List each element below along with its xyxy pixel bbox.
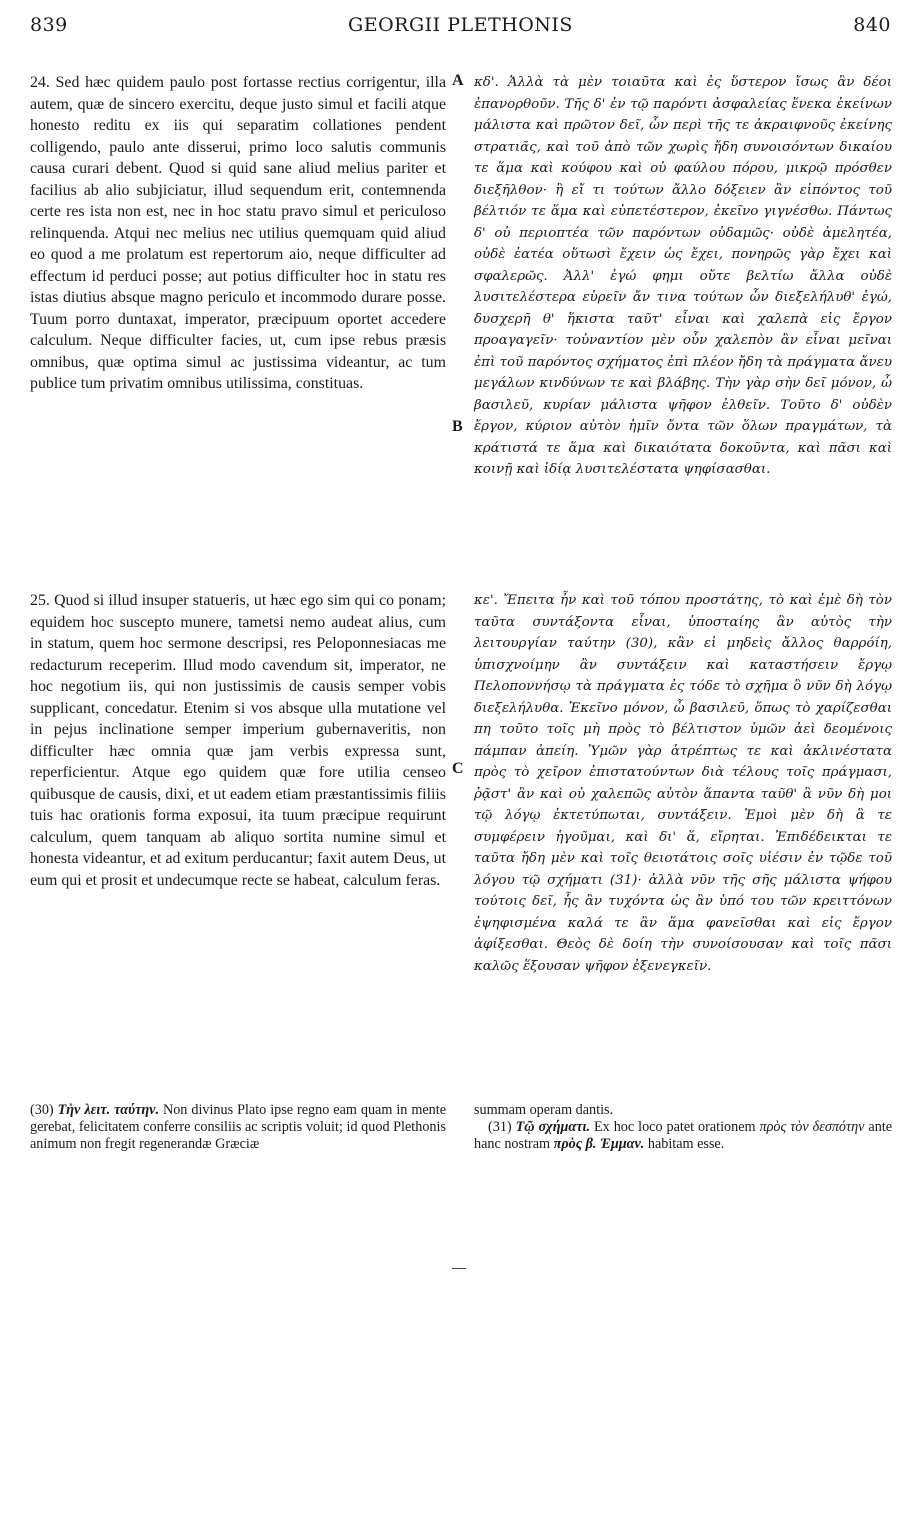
footnote-31-text-3: habitam esse. [647, 1136, 725, 1152]
footnote-31-text-2: ante hanc nostram [474, 1119, 893, 1152]
margin-letter-b: B [452, 418, 463, 435]
footnote-31-lemma: Τῷ σχήματι. [515, 1119, 591, 1135]
footnote-30-continuation: summam operam dantis. [474, 1102, 614, 1118]
footnote-continuation [474, 1102, 892, 1153]
latin-paragraph-25 [30, 590, 446, 891]
footnote-31-label: (31) [488, 1119, 512, 1135]
margin-letter-c: C [452, 760, 464, 777]
greek-text-24: κδ'. Ἀλλὰ τὰ μὲν τοιαῦτα καὶ ἐς ὕστερον ἴσως ἂν δέοι ἐπανορθοῦν. Τῆς δ' ἐν τῷ παρόντι ἀσφαλείας ἕνεκα ἐκείνων μάλιστα καὶ πρῶτον δεῖ, ὧν περὶ τῆς τε ἀκραιφνοῦς ἐκείνης στρατιᾶς, καὶ τοῦ ἀπὸ τῶν χωρὶς ἤδη συνοισόντων δικαίου τε ἅμα καὶ κούφου καὶ οὐ φαύλου πόρου, μικρῷ πρόσθεν διεξῆλθον· ἢ εἴ τι τούτων ἄλλο δόξειεν ἂν εἰπόντος τοῦ βέλτιόν τε ἅμα καὶ εὐπετέστερον, ἐκεῖνο γιγνέσθω. Πάντως δ' οὐ περιοπτέα τῶν παρόντων οὐδαμῶς· οὐδὲ ἀμελητέα, οὐδὲ ἐατέα οὕτωσὶ ἔχειν ὡς ἔχει, πονηρῶς γὰρ ἔχει καὶ σφαλερῶς. Ἀλλ' ἐγώ φημι οὔτε βελτίω ἄλλα οὐδὲ λυσιτελέστερα εὑρεῖν ἄν τινα τούτων ὧν διεξελήλυθ' ἐγώ, δυσχερῆ θ' ἥκιστα ταῦτ' εἶναι καὶ χαλεπὰ εἰς ἔργον προαγαγεῖν· τοὐναντίον μὲν οὖν χαλεπὸν ἂν εἶναι μεῖναι ἐπὶ τοῦ παρόντος σχήματος ἐπὶ πλέον ἤδη τὰ πράγματα ἄνευ μεγάλων κινδύνων τε καὶ βλάβης. Τὴν γὰρ σὴν δεῖ μόνον, ὦ βασιλεῦ, κυρίαν μάλιστα ψῆφον ἐλθεῖν. Τοῦτο δ' οὐδὲν ἔργον, κύριον αὐτὸν ἡμῖν ὄντα τῶν ὅλων πραγμάτων, τὰ κράτιστά τε ἅμα καὶ δικαιότατα δοκοῦντα, καὶ πᾶσι καὶ κοινῇ καὶ ἰδίᾳ λυσιτελέστατα ψηφίσασθαι. [474, 75, 892, 477]
footnote-30-label: (30) [30, 1102, 54, 1118]
greek-paragraph-24 [474, 72, 892, 481]
latin-paragraph-24 [30, 72, 446, 395]
margin-letter-a: A [452, 72, 464, 89]
greek-paragraph-25 [474, 590, 892, 977]
footnote-31-lemma-3: πρὸς β. Ἐμμαν. [553, 1136, 645, 1152]
page-number-right: 840 [853, 14, 891, 36]
latin-text-24: 24. Sed hæc quidem paulo post fortasse rectius corrigentur, illa autem, quæ de sincero exercitu, deque justo simul et facili atque honesto reditu ex iis qui separatim collationes pendent colligendo, paulo ante disserui, primo loco salutis communis causa curari debent. Quod si quid sane aliud melius pariter et facilius ab alio subjiciatur, illud sequendum erit, contemnenda certe res ista non est, nec in hoc statu pravo simul et periculoso relinquenda. Atqui nec melius nec utilius quemquam quid aliud eo quod a me prolatum est repertorum aio, neque difficulter ad effectum id perduci posse; aut potius difficulter hoc in statu res istas diutius absque magno periculo et incommodo durare posse. Tuum porro duntaxat, imperator, præcipuum oportet accedere calculum. Neque difficulter facies, ut, cum ipse rebus præsis omnibus, quæ optima simul ac justissima videantur, ac tum publice tum privatim omnibus utilissima, constituas. [30, 74, 446, 392]
footnote-30-lemma: Τὴν λειτ. ταύτην. [57, 1102, 159, 1118]
page-number-left: 839 [30, 14, 68, 36]
footnote-30 [30, 1102, 446, 1153]
bottom-rule-mark [452, 1268, 466, 1269]
running-title: GEORGII PLETHONIS [348, 14, 573, 36]
footnote-31-lemma-2: πρὸς τὸν δεσπότην [759, 1119, 865, 1135]
footnote-30-text: Non divinus Plato ipse regno eam quam in mente gerebat, felicitatem conferre consiliis ac scriptis voluit; id quod Plethonis animum non fregit regenerandæ Græciæ [30, 1102, 447, 1152]
footnote-31 [474, 1119, 892, 1153]
greek-text-25: κε'. Ἔπειτα ἦν καὶ τοῦ τόπου προστάτης, τὸ καὶ ἐμὲ δὴ τὸν ταῦτα συντάξοντα εἶναι, ὑποσταίης ἂν αὐτὸς τὴν λειτουργίαν ταύτην (30), κἂν εἰ μηδεὶς ἄλλος θαρρόίη, ὑπισχνοίμην ἂν συντάξειν καὶ καταστήσειν ἔργῳ Πελοποννήσῳ τὰ πράγματα ἐς τόδε τὸ σχῆμα ὃ νῦν δὴ λόγῳ διεξελήλυθα. Ἐκεῖνο μόνον, ὦ βασιλεῦ, ὅπως τὸ χαρίζεσθαι πη τοῦτο τοῖς μὴ πρὸς τὸ βέλτιστον ὑμῶν ἀεὶ δεομένοις πάμπαν ἀπείη. Ὑμῶν γὰρ ἀτρέπτως τε καὶ ἀκλινέστατα πρὸς τὸ χεῖρον ἐπιστατούντων διὰ τέλους τοῖς πράγμασι, ῥᾷστ' ἂν καὶ οὐ χαλεπῶς αὐτὸν ἅπαντα ταῦθ' ἃ νῦν δὴ μοι τῷ λόγῳ ἐκτετύπωται, συντάξειν. Ἐμοὶ μὲν δὴ ἃ τε συμφέρειν ἡγοῦμαι, καὶ δι' ἅ, εἴρηται. Ἐπιδέδεικται τε ταῦτα ἤδη μὲν καὶ τοῖς θειοτάτοις σοῖς υἱέσιν ἐν τῷδε τοῦ λόγου τῷ σχήματι (31)· ἀλλὰ νῦν τῆς σῆς μάλιστα ψήφου τούτοις δεῖ, ἧς ἂν τυχόντα ὡς ἂν ὑπό του τῶν κρειττόνων ἐψηφισμένα καλά τε ἂν ἅμα φανεῖσθαι καὶ εἰς ἔργον ἀφίξεσθαι. Θεὸς δὲ δοίη τὴν συνοίσουσαν καὶ τοῖς πᾶσι καλῶς ἕξουσαν ψῆφον ἐξενεγκεῖν. [474, 593, 892, 974]
footnote-31-text-1: Ex hoc loco patet orationem [593, 1119, 756, 1135]
latin-text-25: 25. Quod si illud insuper statueris, ut hæc ego sim qui co ponam; equidem hoc suscepto munere, tametsi nemo audeat alius, cum in statum, quem hoc sermone descripsi, res Peloponnesiacas me redacturum receperim. Illud modo cavendum sit, imperator, ne hoc negotium iis, qui non justissimis de causis semper vobis supplicant, concedatur. Etenim si vos absque ulla mutatione vel in pejus inclinatione semper imperium gubernaveritis, non difficulter hæc omnia quæ jam verbis expressa sunt, reperficientur. Atque ego quidem quæ fore utilia censeo quibusque de causis, dixi, et ut eadem etiam præstantissimis filiis tuis hac orationis forma exposui, ita tuum præcipue requirunt calculum, quem tanquam ab aliquo sortita numine simul et honesta videantur, et ad exitum perducantur; faxit autem Deus, ut eum qui et prosit et undecumque recte se habeat, calculum feras. [30, 592, 446, 889]
